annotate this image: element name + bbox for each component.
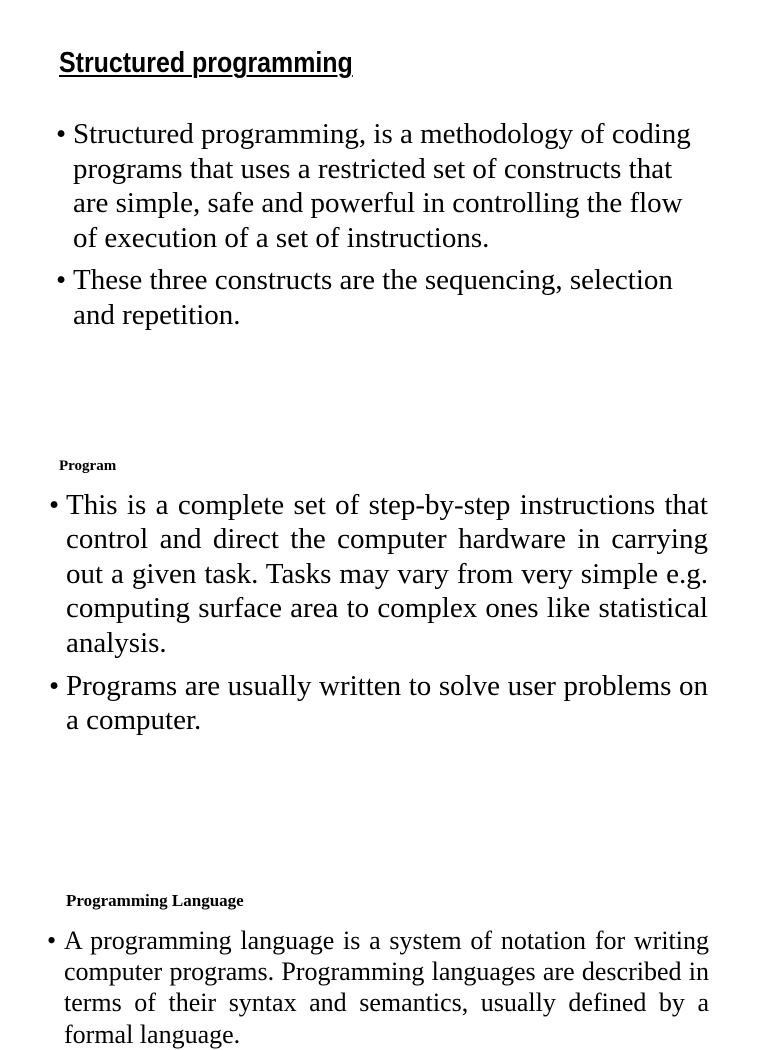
list-item [47, 925, 709, 1050]
bullet-marker: • [56, 118, 67, 150]
bullet-marker: • [56, 263, 67, 296]
bullet-marker: • [49, 489, 60, 521]
program-list [49, 488, 708, 747]
programming-language-list [47, 925, 709, 1050]
bullet-marker: • [47, 926, 57, 955]
list-item [49, 488, 708, 660]
page-title: Structured programming [59, 47, 353, 79]
list-item-text: A programming language is a system of notation for writing computer programs. Programming languages are described in terms of their syntax and semantics, usually defined by a formal language. [64, 926, 709, 1049]
program-heading: Program [59, 458, 117, 474]
programming-language-heading: Programming Language [66, 891, 244, 910]
list-item-text: Programs are usually written to solve user problems on a computer. [66, 670, 708, 737]
list-item [49, 669, 708, 738]
list-item-text: This is a complete set of step-by-step instructions that control and direct the computer hardware in carrying out a given task. Tasks may vary from very simple e.g. computing surface area to complex ones like statistical analysis. [66, 489, 708, 659]
list-item [56, 117, 693, 256]
list-item-text: These three constructs are the sequencing, selection and repetition. [73, 263, 673, 331]
structured-programming-list [56, 117, 693, 339]
list-item-text: Structured programming, is a methodology of coding programs that uses a restricted set of constructs that are simple, safe and powerful in controlling the flow of execution of a set of instructions. [73, 118, 691, 255]
bullet-marker: • [49, 670, 60, 703]
list-item [56, 263, 693, 332]
